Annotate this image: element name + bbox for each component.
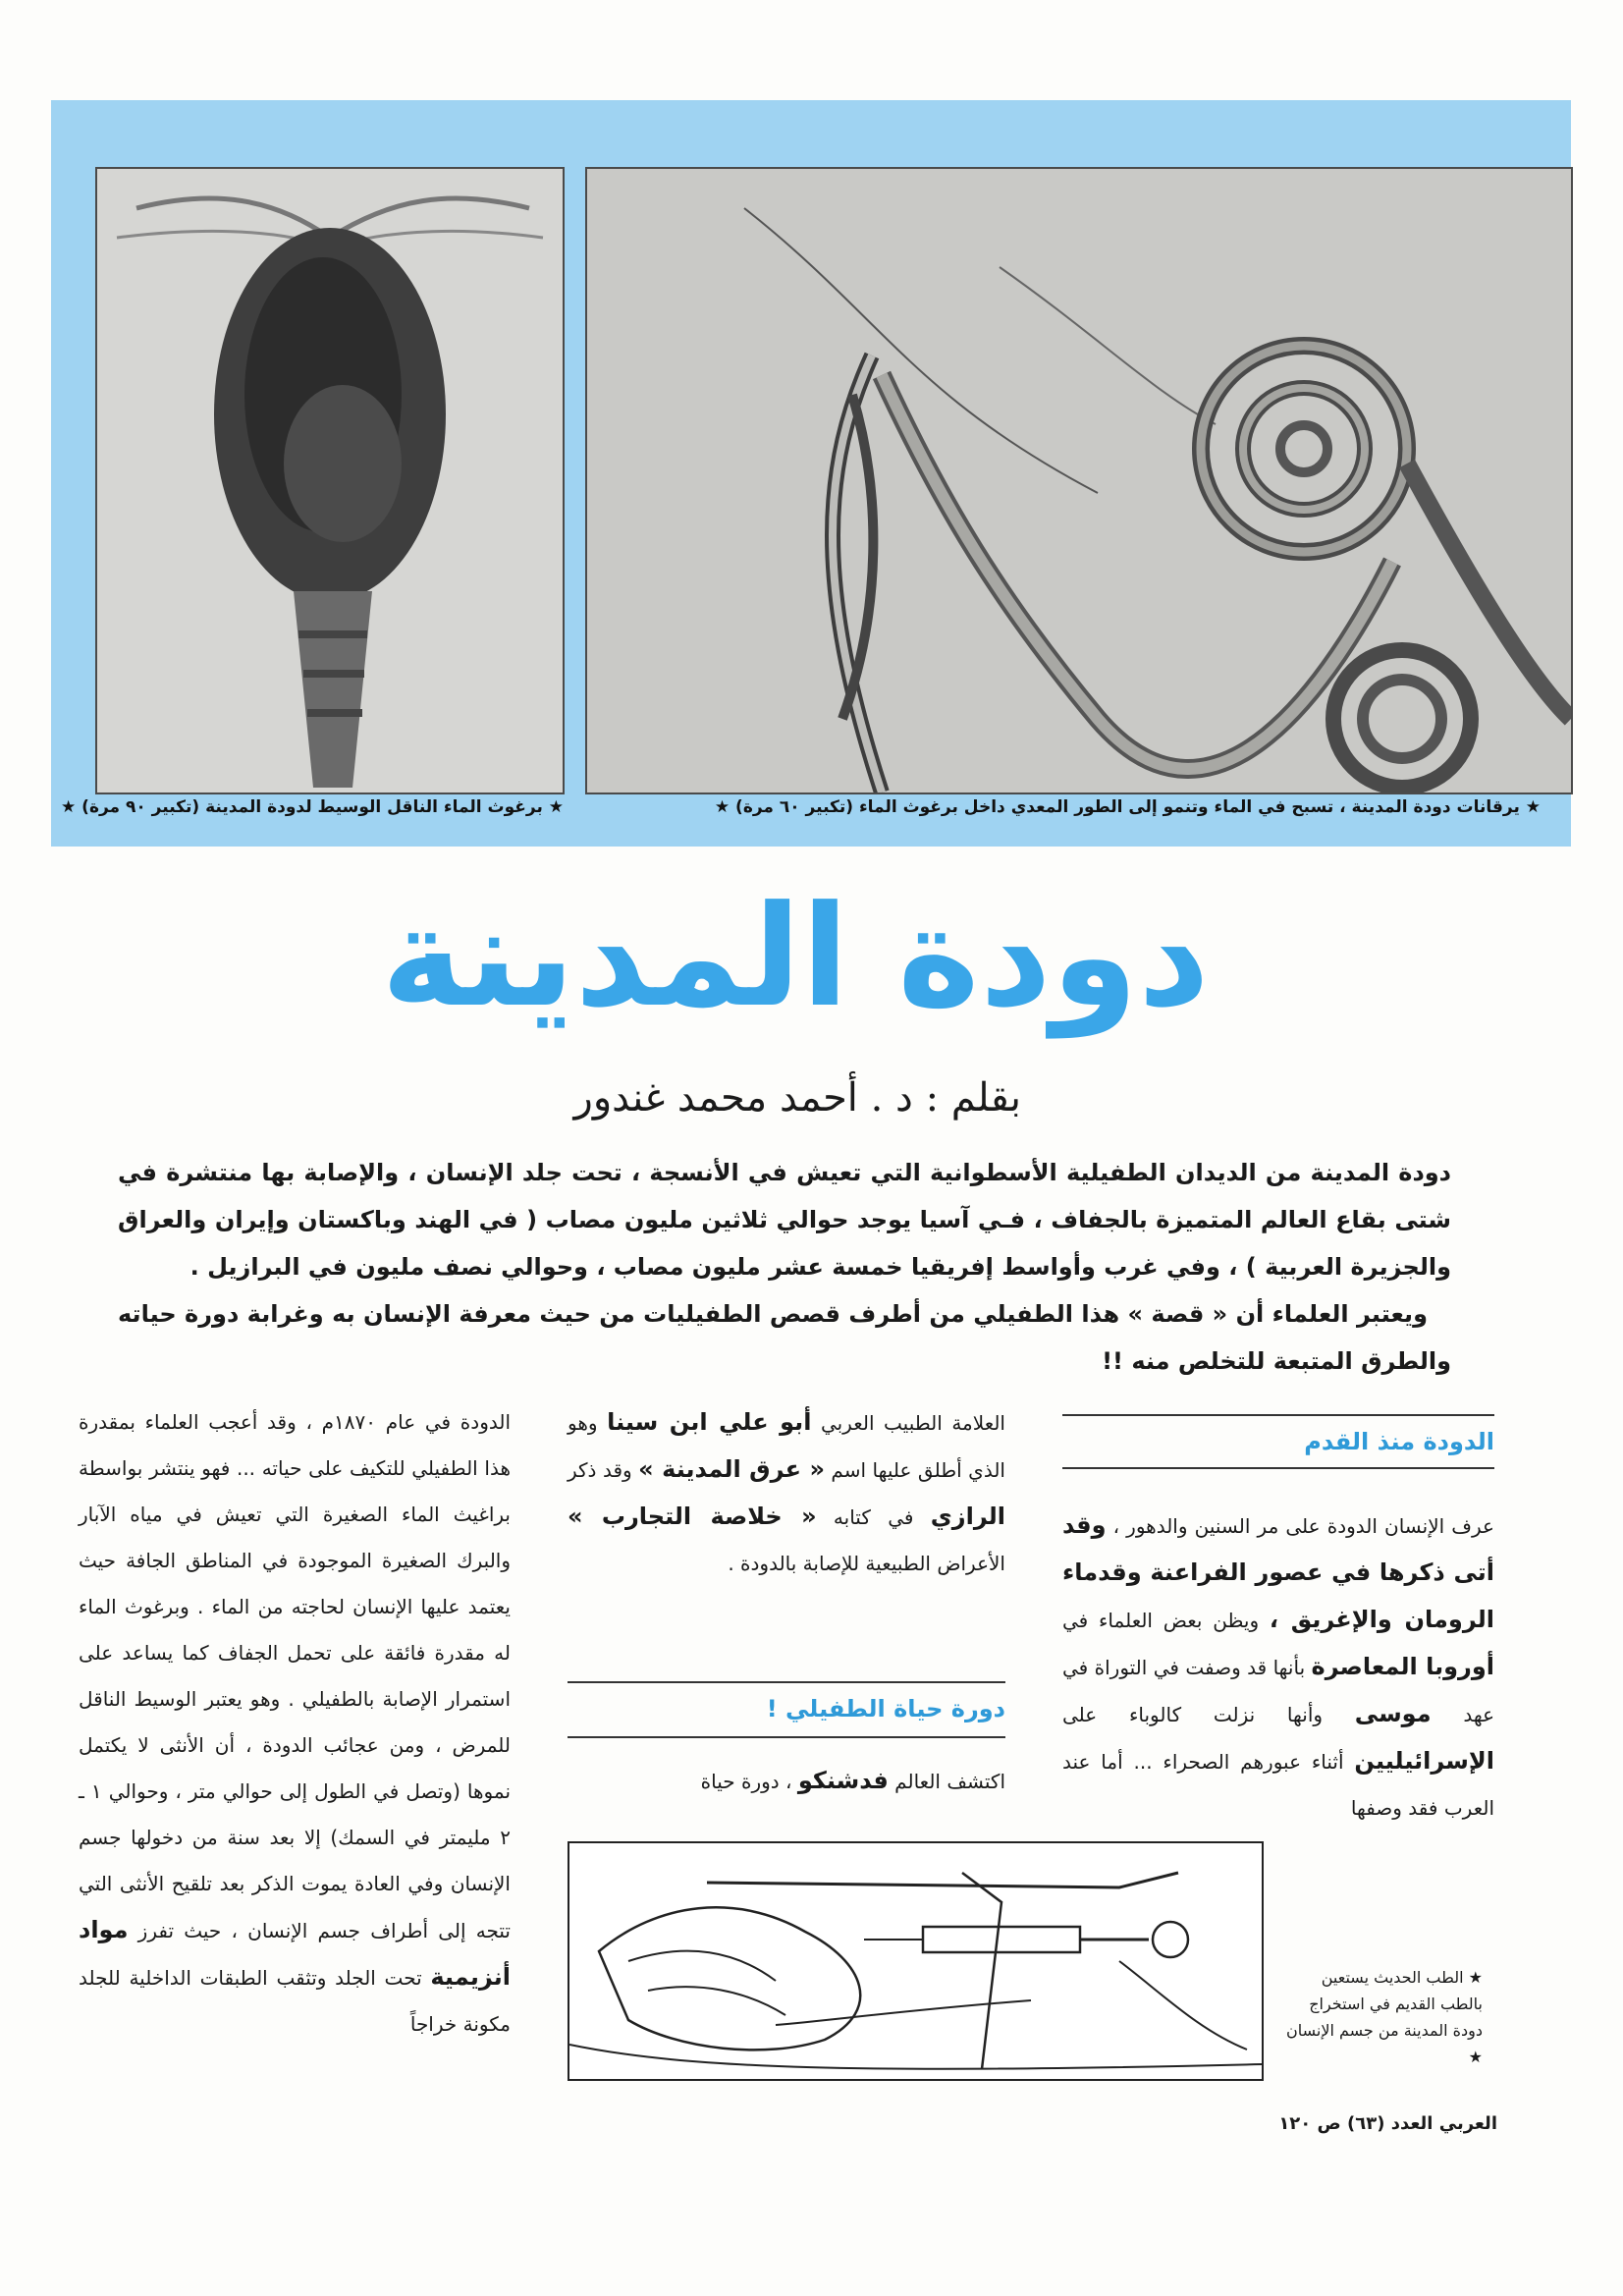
body-text: الدودة في عام ١٨٧٠م ، وقد أعجب العلماء بمقدرة هذا الطفيلي للتكيف على حياته ... فهو ينتشر بواسطة براغيث الماء الصغيرة التي تعيش في مياه الآبار والبرك الصغيرة الموجودة في المناطق الجافة حيث يعتمد عليها الإنسان لحاجته من الماء . وبرغوث الماء له مقدرة فائقة على تحمل الجفاف كما يساعد على استمرار الإصابة بالطفيلي . وهو يعتبر الوسيط الناقل للمرض ، ومن عجائب الدودة ، أن الأنثى لا يكتمل نموها (وتصل في الطول إلى حوالي متر ، وحوالي ١ ـ ٢ مليمتر في السمك) إلا بعد سنة من دخولها جسم الإنسان وفي العادة يموت الذكر بعد تلقيح الأنثى التي تتجه إلى أطراف جسم الإنسان ، حيث تفرز bbox=[79, 1410, 512, 1942]
body-text: ويظن بعض العلماء في bbox=[1062, 1609, 1270, 1632]
body-text: وقد ذكر bbox=[568, 1458, 639, 1482]
body-text: العلامة الطبيب العربي bbox=[811, 1411, 1005, 1435]
emphasis-text: مواد أنزيمية bbox=[79, 1916, 511, 1991]
article-title: دودة المدينة bbox=[381, 876, 1210, 1038]
emphasis-text: وقد أتى ذكرها في عصور الفراعنة وقدماء الرومان والإغريق ، bbox=[1062, 1511, 1494, 1633]
column-middle bbox=[568, 1399, 1005, 1655]
author-byline: بقلم : د . أحمد محمد غندور bbox=[573, 1075, 1021, 1121]
body-text: تحت الجلد وتثقب الطبقات الداخلية للجلد مكونة خراجاً bbox=[79, 1966, 511, 2036]
section-heading-history: الدودة منذ القدم bbox=[1304, 1428, 1494, 1455]
section-rule bbox=[1062, 1467, 1494, 1469]
column-left bbox=[79, 1399, 511, 2048]
emphasis-text: « عرق المدينة » bbox=[638, 1455, 825, 1483]
extraction-illustration bbox=[568, 1841, 1264, 2081]
page-footer: العربي العدد (٦٣) ص ١٢٠ bbox=[1278, 2113, 1497, 2134]
larvae-micrograph bbox=[585, 167, 1573, 794]
cyclops-micrograph bbox=[95, 167, 565, 794]
emphasis-text: موسى bbox=[1354, 1700, 1432, 1727]
body-text: اكتشف العالم bbox=[888, 1770, 1005, 1793]
body-text: بأنها قد وصفت في التوراة في عهد bbox=[1062, 1656, 1495, 1726]
section-rule bbox=[1062, 1414, 1494, 1416]
body-text: عرف الإنسان الدودة على مر السنين والدهور ، bbox=[1106, 1514, 1494, 1538]
column-right bbox=[1062, 1503, 1494, 1831]
column-middle-lower bbox=[568, 1758, 1005, 1805]
intro-paragraph-2: ويعتبر العلماء أن « قصة » هذا الطفيلي من أطرف قصص الطفيليات من حيث معرفة الإنسان به وغرابة دورة حياته والطرق المتبعة للتخلص منه !! bbox=[118, 1300, 1451, 1375]
cyclops-caption: ★ برغوث الماء الناقل الوسيط لدودة المدينة (تكبير ٩٠ مرة) ★ bbox=[61, 797, 564, 817]
intro-paragraphs bbox=[118, 1149, 1451, 1385]
emphasis-text: أبو علي ابن سينا bbox=[607, 1408, 812, 1436]
body-text: أثناء عبورهم الصحراء ... أما عند العرب فقد وصفها bbox=[1062, 1750, 1494, 1820]
body-text: الأعراض الطبيعية للإصابة بالدودة . bbox=[728, 1552, 1005, 1575]
body-text: في كتابه bbox=[816, 1505, 931, 1529]
section-rule bbox=[568, 1736, 1005, 1738]
emphasis-text: فدشنكو bbox=[797, 1767, 889, 1794]
emphasis-text: « خلاصة التجارب » bbox=[568, 1503, 817, 1530]
body-text: ، دورة حياة bbox=[700, 1770, 798, 1793]
intro-paragraph-1: دودة المدينة من الديدان الطفيلية الأسطوانية التي تعيش في الأنسجة ، تحت جلد الإنسان ، والإصابة بها منتشرة في شتى بقاع العالم المتميزة بالجفاف ، فـي آسيا يوجد حوالي ثلاثين مليون مصاب ( في الهند وباكستان وإيران والعراق والجزيرة العربية ) ، وفي غرب وأواسط إفريقيا خمسة عشر مليون مصاب ، وحوالي نصف مليون في البرازيل . bbox=[118, 1159, 1451, 1281]
section-rule bbox=[568, 1681, 1005, 1683]
emphasis-text: الرازي bbox=[930, 1503, 1005, 1530]
emphasis-text: الإسرائيليين bbox=[1354, 1747, 1494, 1775]
illustration-caption: ★ الطب الحديث يستعين بالطب القديم في استخراج دودة المدينة من جسم الإنسان ★ bbox=[1285, 1968, 1483, 2066]
body-text: وأنها نزلت كالوباء على bbox=[1062, 1703, 1355, 1726]
emphasis-text: أوروبا المعاصرة bbox=[1311, 1653, 1495, 1680]
section-heading-lifecycle: دورة حياة الطفيلي ! bbox=[766, 1695, 1005, 1722]
body-text: وهو الذي أطلق عليها اسم bbox=[568, 1411, 1005, 1482]
larvae-caption: ★ يرقانات دودة المدينة ، تسبح في الماء وتنمو إلى الطور المعدي داخل برغوث الماء (تكبير ٦٠ مرة) ★ bbox=[714, 797, 1541, 817]
